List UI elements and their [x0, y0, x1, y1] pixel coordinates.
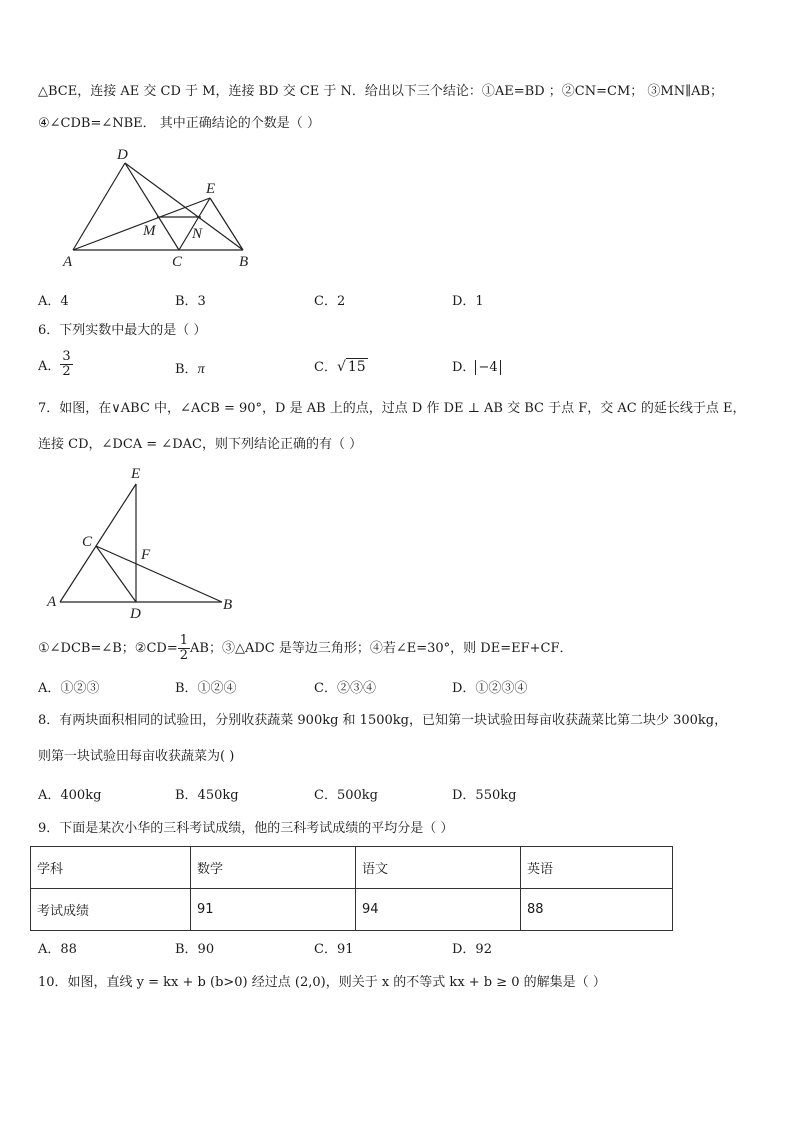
q5-label-b: B: [239, 254, 249, 270]
q9-option-d[interactable]: D．92: [452, 942, 492, 957]
q7-option-d[interactable]: D．①②③④: [452, 681, 528, 696]
q5-label-d: D: [117, 147, 128, 163]
q5-line-2: ④∠CDB=∠NBE． 其中正确结论的个数是（ ）: [38, 116, 320, 131]
q5-line-1: △BCE，连接 AE 交 CD 于 M，连接 BD 交 CE 于 N．给出以下三个结论：①AE=BD ；②CN=CM； ③MN∥AB；: [38, 84, 724, 99]
q6-option-a-label: A．: [38, 359, 61, 374]
q6-options: [38, 350, 738, 386]
table-header-cell: 数学: [191, 847, 356, 889]
q6-option-b[interactable]: [175, 358, 205, 378]
table-header-cell: 英语: [521, 847, 673, 889]
q7-line-2: 连接 CD，∠DCA = ∠DAC，则下列结论正确的有（ ）: [38, 437, 363, 452]
q7-label-f: F: [141, 547, 151, 563]
q9-option-b[interactable]: B．90: [175, 942, 215, 957]
q7-fraction-numerator: 1: [179, 633, 189, 648]
q6-option-d-label: D．: [452, 360, 476, 375]
q6-option-a[interactable]: [38, 350, 73, 379]
q9-options: [38, 938, 738, 958]
q7-label-c: C: [82, 534, 93, 550]
q5-label-c: C: [172, 254, 183, 270]
table-cell: 考试成绩: [31, 889, 191, 931]
q8-line-1: 8．有两块面积相同的试验田，分别收获蔬菜 900kg 和 1500kg，已知第一块试验田每亩收获蔬菜比第二块少 300kg，: [38, 713, 728, 728]
q7-label-d: D: [130, 606, 141, 622]
q6-fraction-denominator: 2: [62, 364, 71, 379]
q7-label-e: E: [131, 466, 141, 482]
q6-option-a-fraction: [60, 350, 72, 379]
q5-label-e: E: [206, 181, 216, 197]
q5-option-c[interactable]: C．2: [314, 294, 346, 309]
q6-stem: 6．下列实数中最大的是（ ）: [38, 323, 207, 338]
q5-option-d[interactable]: D．1: [452, 294, 484, 309]
table-row: [31, 847, 673, 889]
q7-option-a[interactable]: A．①②③: [38, 681, 100, 696]
q7-line-1: 7．如图，在∨ABC 中，∠ACB = 90°，D 是 AB 上的点，过点 D 作 DE ⊥ AB 交 BC 于点 F，交 AC 的延长线于点 E，: [38, 401, 746, 416]
q6-option-c-label: C．: [314, 360, 337, 375]
q8-line-2: 则第一块试验田每亩收获蔬菜为( ): [38, 749, 235, 764]
q10-stem: 10．如图，直线 y = kx + b (b>0) 经过点 (2,0)，则关于 x 的不等式 kx + b ≥ 0 的解集是（ ）: [38, 975, 606, 990]
q5-figure: [55, 140, 265, 275]
q9-score-table: [30, 846, 673, 931]
q6-option-d-value: −4: [475, 360, 500, 375]
q7-option-c[interactable]: C．②③④: [314, 681, 376, 696]
table-cell: 88: [521, 889, 673, 931]
q7-options: [38, 677, 738, 697]
q5-label-m: M: [143, 223, 156, 239]
q8-option-b[interactable]: B．450kg: [175, 788, 239, 803]
q6-option-b-label: B．: [175, 362, 198, 377]
q7-conclusions-part-2: AB；③△ADC 是等边三角形；④若∠E=30°，则 DE=EF+CF．: [190, 641, 573, 656]
table-cell: 94: [356, 889, 521, 931]
q6-option-b-value: π: [197, 362, 205, 377]
q8-option-c[interactable]: C．500kg: [314, 788, 378, 803]
q8-option-a[interactable]: A．400kg: [38, 788, 102, 803]
q6-fraction-numerator: 3: [62, 349, 71, 364]
q7-label-b: B: [223, 597, 233, 613]
table-header-cell: 语文: [356, 847, 521, 889]
q7-option-b[interactable]: B．①②④: [175, 681, 237, 696]
q5-label-n: N: [192, 226, 203, 242]
table-cell: 91: [191, 889, 356, 931]
q9-stem: 9．下面是某次小华的三科考试成绩，他的三科考试成绩的平均分是（ ）: [38, 821, 454, 836]
q7-figure: [40, 462, 250, 622]
q5-option-a[interactable]: A．4: [38, 294, 69, 309]
q7-conclusions: [38, 630, 572, 668]
q5-label-a: A: [63, 254, 73, 270]
q6-option-c[interactable]: [314, 356, 368, 375]
table-row: [31, 889, 673, 931]
q6-option-d[interactable]: [452, 356, 501, 375]
q6-option-c-sqrt: √ 15: [336, 359, 366, 375]
q9-option-c[interactable]: C．91: [314, 942, 354, 957]
q7-conclusions-part-1: ①∠DCB=∠B；②CD=: [38, 641, 178, 656]
q5-options: [38, 290, 738, 310]
q9-option-a[interactable]: A．88: [38, 942, 77, 957]
table-header-cell: 学科: [31, 847, 191, 889]
q7-fraction-denominator: 2: [179, 648, 189, 663]
q6-option-c-radicand: 15: [347, 359, 366, 375]
q8-options: [38, 784, 738, 804]
q7-label-a: A: [47, 594, 57, 610]
q8-option-d[interactable]: D．550kg: [452, 788, 517, 803]
q7-fraction: [178, 634, 190, 663]
q5-option-b[interactable]: B．3: [175, 294, 206, 309]
